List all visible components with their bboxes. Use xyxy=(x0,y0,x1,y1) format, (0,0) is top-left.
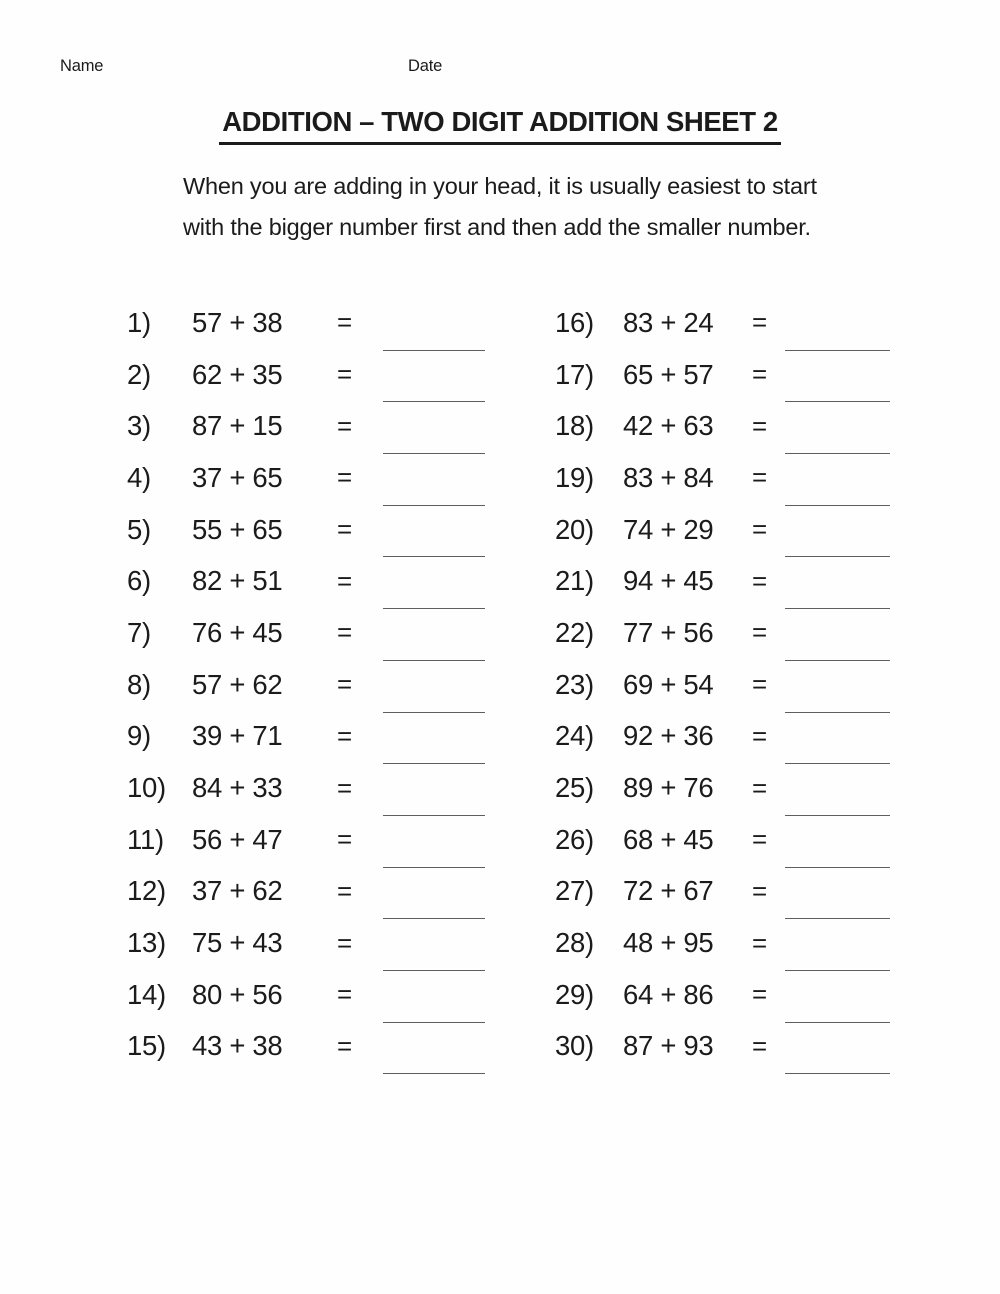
problem-expression: 82 + 51 xyxy=(192,565,283,597)
problem-expression: 76 + 45 xyxy=(192,616,283,648)
problem-number: 17) xyxy=(555,358,594,390)
answer-blank[interactable] xyxy=(383,713,485,765)
answer-blank[interactable] xyxy=(785,609,890,661)
answer-blank[interactable] xyxy=(785,402,890,454)
problem-number: 20) xyxy=(555,513,594,545)
problem-number: 11) xyxy=(127,823,164,855)
equals-sign: = xyxy=(752,410,767,441)
problem-row xyxy=(127,452,555,504)
problem-row xyxy=(127,969,555,1021)
problems-grid xyxy=(127,297,890,1072)
problem-number: 26) xyxy=(555,823,594,855)
equals-sign: = xyxy=(337,772,352,803)
problems-column-right xyxy=(555,297,890,1072)
equals-sign: = xyxy=(337,410,352,441)
problem-number: 7) xyxy=(127,616,151,648)
equals-sign: = xyxy=(752,979,767,1010)
problem-number: 27) xyxy=(555,875,594,907)
answer-blank[interactable] xyxy=(785,661,890,713)
problem-number: 15) xyxy=(127,1030,166,1062)
problem-expression: 68 + 45 xyxy=(623,823,714,855)
problem-expression: 57 + 62 xyxy=(192,668,283,700)
problem-number: 30) xyxy=(555,1030,594,1062)
equals-sign: = xyxy=(337,514,352,545)
page-title: ADDITION – TWO DIGIT ADDITION SHEET 2 xyxy=(219,106,781,145)
problem-number: 4) xyxy=(127,461,151,493)
answer-blank[interactable] xyxy=(785,454,890,506)
equals-sign: = xyxy=(337,669,352,700)
instructions-line-2: with the bigger number first and then add the smaller number. xyxy=(183,214,811,241)
instructions-line-1: When you are adding in your head, it is usually easiest to start xyxy=(183,173,817,199)
problem-number: 24) xyxy=(555,720,594,752)
problem-expression: 72 + 67 xyxy=(623,875,714,907)
problem-expression: 43 + 38 xyxy=(192,1030,283,1062)
problem-row xyxy=(555,711,890,763)
equals-sign: = xyxy=(752,462,767,493)
equals-sign: = xyxy=(752,565,767,596)
problem-row xyxy=(555,400,890,452)
problem-row xyxy=(127,917,555,969)
problem-number: 29) xyxy=(555,978,594,1010)
problem-row xyxy=(127,711,555,763)
problem-expression: 62 + 35 xyxy=(192,358,283,390)
problem-expression: 69 + 54 xyxy=(623,668,714,700)
answer-blank[interactable] xyxy=(785,1023,890,1075)
problem-row xyxy=(555,297,890,349)
equals-sign: = xyxy=(337,875,352,906)
name-label: Name xyxy=(60,57,104,75)
problem-row xyxy=(555,814,890,866)
answer-blank[interactable] xyxy=(383,919,485,971)
answer-blank[interactable] xyxy=(785,816,890,868)
problem-number: 2) xyxy=(127,358,151,390)
answer-blank[interactable] xyxy=(785,299,890,351)
equals-sign: = xyxy=(752,359,767,390)
problem-expression: 94 + 45 xyxy=(623,565,714,597)
problem-number: 9) xyxy=(127,720,151,752)
problem-expression: 39 + 71 xyxy=(192,720,283,752)
equals-sign: = xyxy=(337,462,352,493)
equals-sign: = xyxy=(752,720,767,751)
problem-row xyxy=(127,814,555,866)
answer-blank[interactable] xyxy=(383,351,485,403)
problem-number: 28) xyxy=(555,927,594,959)
problem-expression: 83 + 84 xyxy=(623,461,714,493)
equals-sign: = xyxy=(752,824,767,855)
problem-row xyxy=(555,762,890,814)
equals-sign: = xyxy=(337,979,352,1010)
problem-expression: 64 + 86 xyxy=(623,978,714,1010)
problem-expression: 89 + 76 xyxy=(623,772,714,804)
answer-blank[interactable] xyxy=(383,299,485,351)
answer-blank[interactable] xyxy=(383,454,485,506)
problem-row xyxy=(127,866,555,918)
equals-sign: = xyxy=(337,720,352,751)
problem-expression: 77 + 56 xyxy=(623,616,714,648)
equals-sign: = xyxy=(752,1030,767,1061)
answer-blank[interactable] xyxy=(383,816,485,868)
answer-blank[interactable] xyxy=(383,506,485,558)
problem-number: 13) xyxy=(127,927,166,959)
problem-expression: 42 + 63 xyxy=(623,410,714,442)
problem-number: 25) xyxy=(555,772,594,804)
answer-blank[interactable] xyxy=(785,506,890,558)
problem-row xyxy=(555,452,890,504)
problem-number: 1) xyxy=(127,306,151,338)
answer-blank[interactable] xyxy=(785,713,890,765)
equals-sign: = xyxy=(337,565,352,596)
title-wrap xyxy=(0,106,1000,145)
answer-blank[interactable] xyxy=(785,919,890,971)
problem-number: 12) xyxy=(127,875,166,907)
problem-number: 3) xyxy=(127,410,151,442)
problem-number: 23) xyxy=(555,668,594,700)
problem-row xyxy=(127,607,555,659)
problem-row xyxy=(555,504,890,556)
problem-row xyxy=(555,866,890,918)
problem-number: 18) xyxy=(555,410,594,442)
problems-column-left xyxy=(127,297,555,1072)
problem-expression: 80 + 56 xyxy=(192,978,283,1010)
problem-row xyxy=(127,555,555,607)
problem-row xyxy=(127,349,555,401)
problem-expression: 74 + 29 xyxy=(623,513,714,545)
problem-number: 10) xyxy=(127,772,166,804)
problem-number: 8) xyxy=(127,668,151,700)
answer-blank[interactable] xyxy=(383,661,485,713)
problem-expression: 83 + 24 xyxy=(623,306,714,338)
problem-row xyxy=(127,659,555,711)
equals-sign: = xyxy=(752,617,767,648)
answer-blank[interactable] xyxy=(383,971,485,1023)
problem-expression: 57 + 38 xyxy=(192,306,283,338)
problem-row xyxy=(555,607,890,659)
problem-row xyxy=(555,555,890,607)
problem-expression: 87 + 15 xyxy=(192,410,283,442)
equals-sign: = xyxy=(752,875,767,906)
problem-row xyxy=(555,659,890,711)
problem-row xyxy=(127,1021,555,1073)
problem-number: 5) xyxy=(127,513,151,545)
answer-blank[interactable] xyxy=(383,868,485,920)
problem-row xyxy=(555,969,890,1021)
answer-blank[interactable] xyxy=(383,402,485,454)
problem-number: 16) xyxy=(555,306,594,338)
equals-sign: = xyxy=(337,617,352,648)
problem-expression: 37 + 65 xyxy=(192,461,283,493)
answer-blank[interactable] xyxy=(785,764,890,816)
problem-expression: 65 + 57 xyxy=(623,358,714,390)
answer-blank[interactable] xyxy=(383,1023,485,1075)
equals-sign: = xyxy=(337,824,352,855)
problem-row xyxy=(127,400,555,452)
equals-sign: = xyxy=(337,307,352,338)
problem-row xyxy=(555,1021,890,1073)
problem-number: 22) xyxy=(555,616,594,648)
problem-row xyxy=(127,762,555,814)
answer-blank[interactable] xyxy=(785,351,890,403)
answer-blank[interactable] xyxy=(785,557,890,609)
equals-sign: = xyxy=(337,927,352,958)
problem-expression: 48 + 95 xyxy=(623,927,714,959)
equals-sign: = xyxy=(752,514,767,545)
problem-number: 19) xyxy=(555,461,594,493)
problem-expression: 92 + 36 xyxy=(623,720,714,752)
problem-expression: 37 + 62 xyxy=(192,875,283,907)
problem-number: 14) xyxy=(127,978,166,1010)
problem-expression: 56 + 47 xyxy=(192,823,283,855)
problem-row xyxy=(127,297,555,349)
equals-sign: = xyxy=(752,772,767,803)
date-label: Date xyxy=(408,57,443,75)
equals-sign: = xyxy=(752,927,767,958)
problem-row xyxy=(555,917,890,969)
problem-expression: 75 + 43 xyxy=(192,927,283,959)
equals-sign: = xyxy=(337,1030,352,1061)
problem-expression: 55 + 65 xyxy=(192,513,283,545)
answer-blank[interactable] xyxy=(785,868,890,920)
problem-expression: 84 + 33 xyxy=(192,772,283,804)
problem-row xyxy=(555,349,890,401)
problem-number: 6) xyxy=(127,565,151,597)
equals-sign: = xyxy=(752,669,767,700)
answer-blank[interactable] xyxy=(383,764,485,816)
problem-row xyxy=(127,504,555,556)
problem-number: 21) xyxy=(555,565,594,597)
answer-blank[interactable] xyxy=(785,971,890,1023)
answer-blank[interactable] xyxy=(383,609,485,661)
equals-sign: = xyxy=(337,359,352,390)
equals-sign: = xyxy=(752,307,767,338)
problem-expression: 87 + 93 xyxy=(623,1030,714,1062)
answer-blank[interactable] xyxy=(383,557,485,609)
instructions xyxy=(183,166,817,249)
